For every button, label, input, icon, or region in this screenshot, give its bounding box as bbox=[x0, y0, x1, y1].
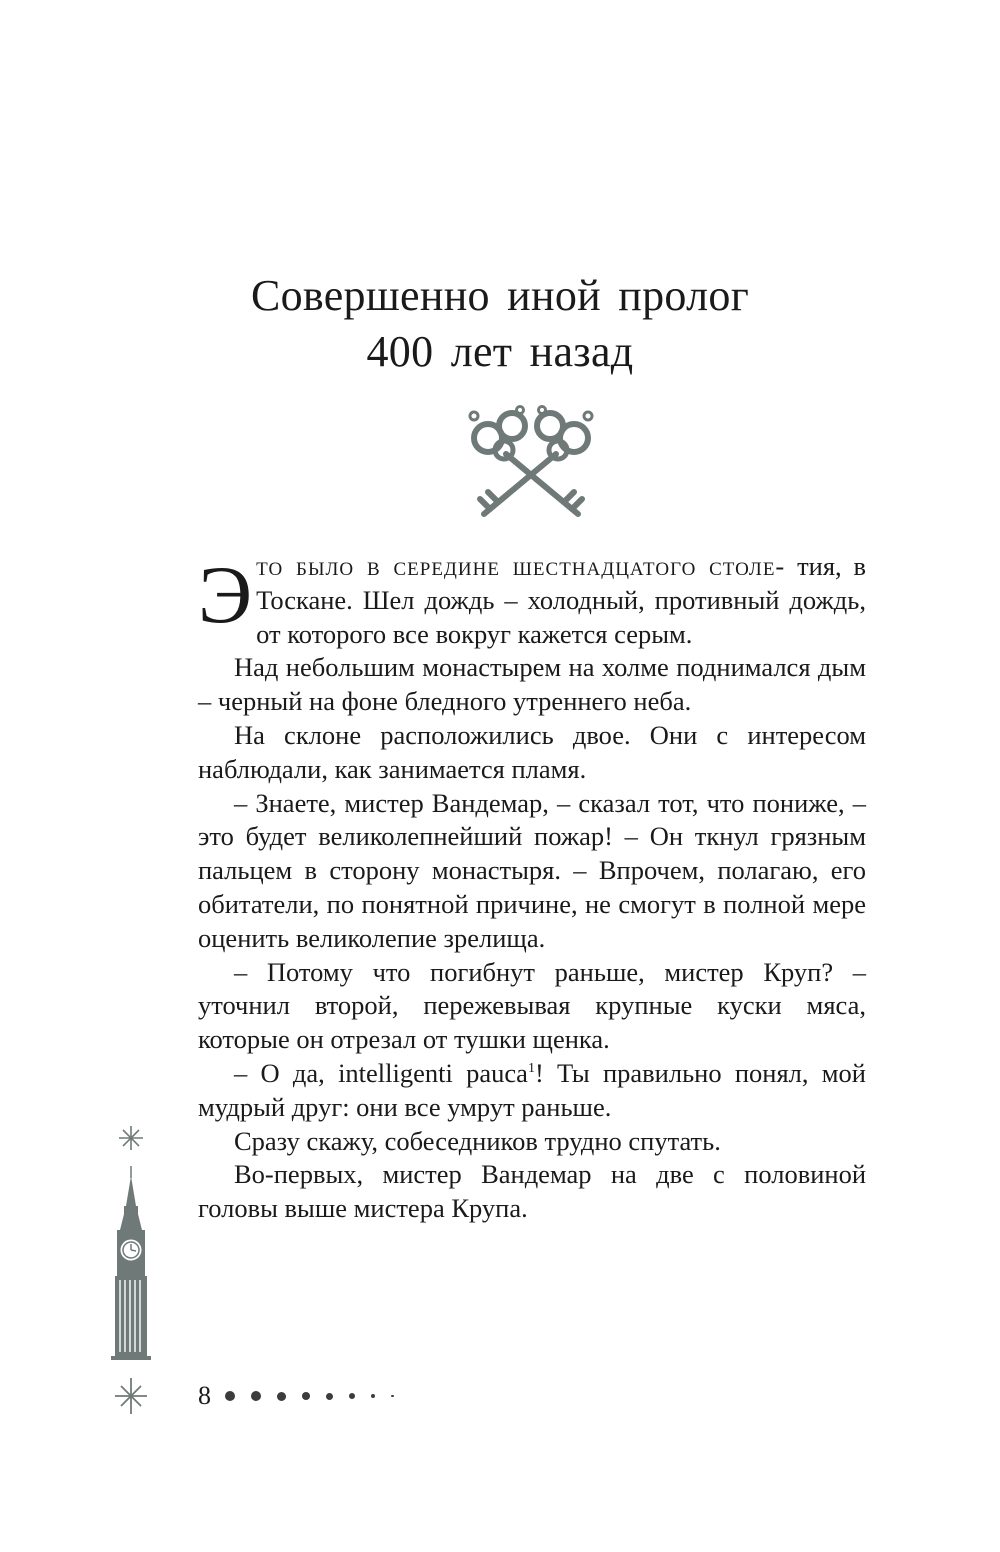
chapter-title-line-2: 400 лет назад bbox=[366, 327, 634, 376]
footer-dot bbox=[391, 1395, 394, 1398]
paragraph-3: На склоне расположились двое. Они с интересом наблюдали, как занимается пламя. bbox=[198, 719, 866, 784]
paragraph-5: – Потому что погибнут раньше, мистер Круп? – уточнил второй, пережевывая крупные куски мяса, которые он отрезал от тушки щенка. bbox=[198, 956, 866, 1055]
crossed-keys-icon bbox=[464, 404, 598, 522]
page-number: 8 bbox=[198, 1381, 211, 1410]
paragraph-6-text-a: – О да, intelligenti pauca bbox=[234, 1057, 528, 1088]
chapter-title-line-1: Совершенно иной пролог bbox=[250, 271, 750, 320]
paragraph-1 bbox=[198, 550, 866, 651]
paragraph-8: Во-первых, мистер Вандемар на две с половиной головы выше мистера Крупа. bbox=[198, 1159, 866, 1224]
footer-dot bbox=[251, 1391, 261, 1401]
footer-dot bbox=[277, 1392, 286, 1401]
body-text bbox=[198, 550, 866, 1226]
drop-cap: Э bbox=[198, 549, 253, 640]
star-icon bbox=[119, 1126, 143, 1150]
paragraph-2: Над небольшим монастырем на холме поднимался дым – черный на фоне бледного утреннего неба. bbox=[198, 652, 866, 717]
paragraph-4: – Знаете, мистер Вандемар, – сказал тот, что пониже, – это будет великолепнейший пожар! – Он ткнул грязным пальцем в сторону монастыря. – Впрочем, полагаю, его обитатели, по понятной причине, не смогут в полной мере оценить великолепие зрелища. bbox=[198, 787, 866, 953]
page-footer bbox=[198, 1376, 410, 1416]
footer-dot bbox=[349, 1393, 355, 1399]
footer-dot bbox=[326, 1393, 333, 1400]
paragraph-6-text-b: ! Ты правильно понял, мой мудрый друг: они все умрут раньше. bbox=[198, 1057, 866, 1122]
footnote-marker[interactable]: 1 bbox=[527, 1061, 535, 1077]
clock-tower-icon bbox=[105, 1120, 157, 1420]
chapter-title bbox=[0, 268, 1000, 380]
paragraph-1-smallcaps: то было в середине шестнадцатого столе- bbox=[256, 551, 786, 581]
footer-dots bbox=[225, 1391, 410, 1401]
star-icon bbox=[115, 1378, 147, 1414]
paragraph-7: Сразу скажу, собеседников трудно спутать. bbox=[234, 1125, 721, 1156]
paragraph-6 bbox=[198, 1057, 866, 1125]
footer-dot bbox=[302, 1392, 310, 1400]
footer-dot bbox=[371, 1394, 375, 1398]
paragraph-1-text: тия, в Тоскане. Шел дождь – холодный, противный дождь, от которого все вокруг кажется серым. bbox=[256, 551, 867, 649]
footer-dot bbox=[225, 1391, 235, 1401]
